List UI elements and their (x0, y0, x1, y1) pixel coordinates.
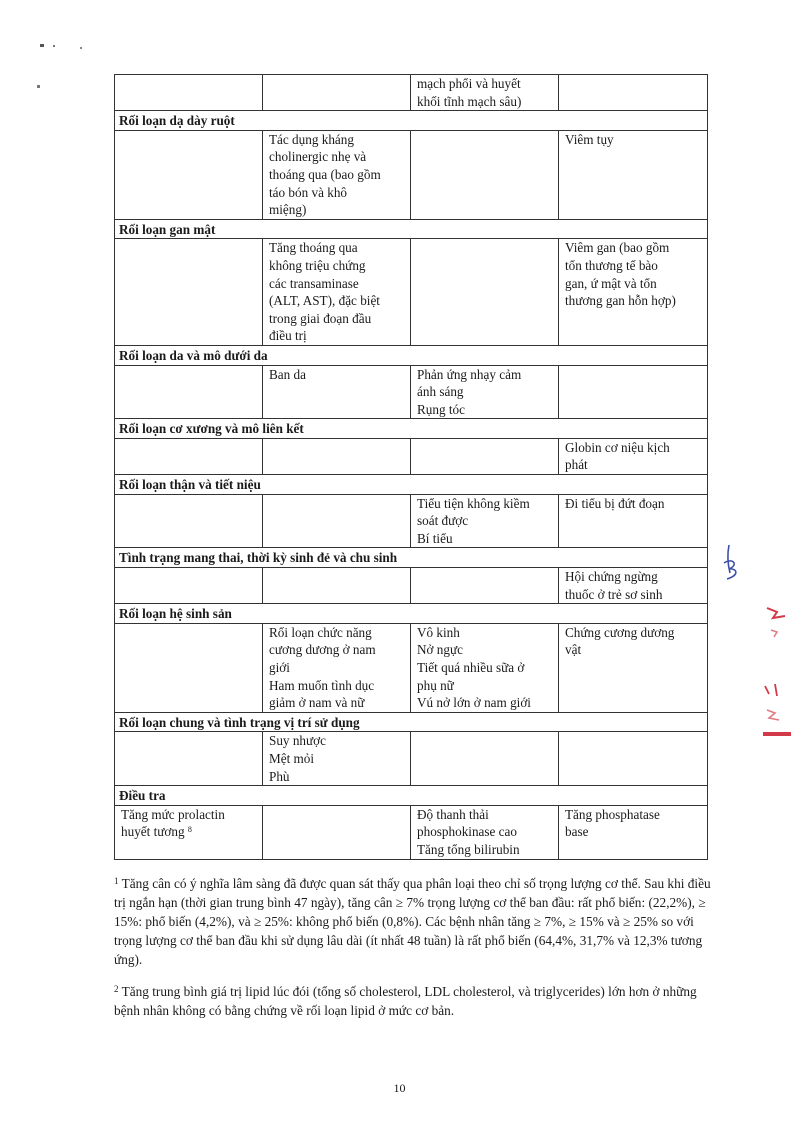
table-cell (115, 623, 263, 712)
cell-text-line: Nở ngực (417, 642, 463, 658)
cell-text-line: Độ thanh thải (417, 806, 489, 822)
table-cell (411, 494, 559, 548)
cell-text-line: Tiểu tiện không kiềm (417, 495, 530, 511)
table-row (115, 623, 708, 712)
table-cell (115, 365, 263, 419)
table-row (115, 365, 708, 419)
table-cell (559, 365, 708, 419)
cell-text-line: Rối loạn chức năng (269, 624, 372, 640)
table-row (115, 239, 708, 346)
section-title: Rối loạn dạ dày ruột (115, 111, 708, 131)
footnote-1-text: Tăng cân có ý nghĩa lâm sàng đã được quan sát thấy qua phân loại theo chỉ số trọng lượng cơ thể. Sau khi điều trị ngắn hạn (thời gian trung bình 47 ngày), tăng cân ≥ 7% trọng lượng cơ thể ban đầu: rất phổ biến: (22,2%), ≥ 15%: phổ biến (4,2%), và ≥ 25%: không phổ biến (0,8%). Các bệnh nhân tăng ≥ 7%, ≥ 15% và ≥ 25% so với trọng lượng cơ thể ban đầu khi sử dụng lâu dài (ít nhất 48 tuần) là rất phổ biến (64,4%, 31,7% và 12,3% tương ứng). (114, 876, 711, 967)
cell-text-line: Phù (269, 768, 290, 784)
cell-text-line: Bí tiểu (417, 530, 453, 546)
page-number: 10 (393, 1081, 406, 1095)
cell-text-line: Chứng cương dương (565, 624, 675, 640)
cell-text-line: tổn thương tế bào (565, 257, 658, 273)
cell-text-line: Vô kinh (417, 624, 460, 640)
table-cell (263, 568, 411, 604)
cell-text-line: Viêm gan (bao gồm (565, 240, 670, 256)
section-title: Rối loạn gan mật (115, 219, 708, 239)
cell-text-line: Tăng thoáng qua (269, 240, 358, 256)
handwritten-initials (715, 543, 745, 585)
cell-text-line: Mệt mỏi (269, 750, 315, 766)
section-title: Tình trạng mang thai, thời kỳ sinh đẻ và chu sinh (115, 548, 708, 568)
cell-text-line: trong giai đoạn đầu (269, 310, 372, 326)
cell-text-line: (ALT, AST), đặc biệt (269, 293, 380, 309)
section-title: Rối loạn chung và tình trạng vị trí sử dụng (115, 712, 708, 732)
cell-text-line: huyết tương (121, 824, 185, 840)
cell-text-line: base (565, 824, 589, 840)
stamp-fragment (755, 600, 799, 750)
cell-text-line: Tiết quá nhiều sữa ở (417, 660, 525, 675)
cell-text-line: Tăng mức prolactin (121, 806, 225, 822)
cell-text-line: Hội chứng ngừng (565, 569, 658, 585)
footnote-2: $^2$ Tăng trung bình giá trị lipid lúc đói (tổng số cholesterol, LDL cholesterol, và triglycerides) lớn hơn ở những bệnh nhân không có bằng chứng về rối loạn lipid ở mức cơ bản. (114, 984, 697, 1018)
table-cell (115, 75, 263, 111)
cell-text-line: ánh sáng (417, 384, 464, 400)
cell-text-line: Ban da (269, 366, 306, 382)
cell-text-line: Rụng tóc (417, 401, 465, 417)
table-cell (263, 623, 411, 712)
section-title: Điều tra (115, 786, 708, 806)
table-cell (411, 732, 559, 786)
cell-text-line: phụ nữ (417, 677, 454, 693)
section-header-row (115, 111, 708, 131)
table-cell (115, 732, 263, 786)
scan-speck (53, 45, 55, 47)
cell-text-line: vật (565, 642, 582, 658)
cell-text-line: thoáng qua (bao gồm (269, 166, 381, 182)
cell-text-line: Ham muốn tình dục (269, 677, 375, 693)
table-cell (559, 568, 708, 604)
section-header-row (115, 219, 708, 239)
cell-text-line: mạch phổi và huyết (417, 76, 521, 91)
scan-speck (37, 85, 40, 88)
cell-text-line: Đi tiểu bị đứt đoạn (565, 495, 665, 511)
footnote-2-text: Tăng trung bình giá trị lipid lúc đói (tổng số cholesterol, LDL cholesterol, và triglycerides) lớn hơn ở những bệnh nhân không có bằng chứng về rối loạn lipid ở mức cơ bản. (114, 984, 697, 1018)
table-cell (115, 438, 263, 474)
cell-text-line: giảm ở nam và nữ (269, 695, 365, 711)
cell-text-line: các transaminase (269, 275, 359, 291)
table-cell (411, 75, 559, 111)
cell-text-line: gan, ứ mật và tổn (565, 275, 657, 291)
adverse-effects-table (114, 74, 708, 860)
cell-text-line: Phản ứng nhạy cảm (417, 366, 522, 382)
table-cell (115, 130, 263, 219)
cell-text-line: Tăng phosphatase (565, 806, 660, 822)
table-cell (559, 239, 708, 346)
section-title: Rối loạn thận và tiết niệu (115, 475, 708, 495)
cell-text-line: Tác dụng kháng (269, 131, 354, 147)
scan-speck (40, 44, 44, 47)
cell-text-line: điều trị (269, 328, 307, 344)
table-cell (411, 623, 559, 712)
cell-text-line: thương gan hỗn hợp) (565, 293, 676, 309)
table-row (115, 75, 708, 111)
table-cell (411, 805, 559, 859)
scan-speck (80, 47, 82, 49)
section-header-row (115, 604, 708, 624)
section-header-row (115, 786, 708, 806)
section-header-row (115, 548, 708, 568)
cell-text-line: táo bón và khô (269, 184, 348, 200)
table-cell (115, 494, 263, 548)
section-header-row (115, 419, 708, 439)
cell-text-line: không triệu chứng (269, 257, 366, 273)
table-cell (263, 494, 411, 548)
table-cell (411, 365, 559, 419)
table-row (115, 732, 708, 786)
table-cell (263, 365, 411, 419)
table-cell (263, 732, 411, 786)
table-cell (559, 623, 708, 712)
table-row (115, 438, 708, 474)
section-title: Rối loạn hệ sinh sản (115, 604, 708, 624)
table-cell (411, 130, 559, 219)
table-cell (559, 494, 708, 548)
table-cell (263, 239, 411, 346)
section-title: Rối loạn cơ xương và mô liên kết (115, 419, 708, 439)
table-row (115, 130, 708, 219)
cell-text-line: Suy nhược (269, 733, 326, 749)
table-cell (411, 568, 559, 604)
cell-text-line: phát (565, 457, 588, 473)
cell-text-line: cholinergic nhẹ và (269, 149, 367, 165)
cell-text-line: giới (269, 660, 290, 675)
cell-text-line: Tăng tổng bilirubin (417, 841, 520, 857)
footnote-ref: 8 (187, 825, 192, 835)
table-cell (411, 239, 559, 346)
table-row (115, 568, 708, 604)
cell-text-line: phosphokinase cao (417, 824, 517, 840)
table-cell (263, 438, 411, 474)
table-cell (559, 438, 708, 474)
cell-text-line: soát được (417, 513, 469, 529)
table-cell (115, 239, 263, 346)
table-cell (559, 732, 708, 786)
cell-text-line: Vú nở lớn ở nam giới (417, 695, 531, 711)
section-title: Rối loạn da và mô dưới da (115, 345, 708, 365)
table-cell (263, 805, 411, 859)
footnote-1: $^1$ Tăng cân có ý nghĩa lâm sàng đã được quan sát thấy qua phân loại theo chỉ số trọng lượng cơ thể. Sau khi điều trị ngắn hạn (thời gian trung bình 47 ngày), tăng cân ≥ 7% trọng lượng cơ thể ban đầu: rất phổ biến: (22,2%), ≥ 15%: phổ biến (4,2%), và ≥ 25%: không phổ biến (0,8%). Các bệnh nhân tăng ≥ 7%, ≥ 15% và ≥ 25% so với trọng lượng cơ thể ban đầu khi sử dụng lâu dài (ít nhất 48 tuần) là rất phổ biến (64,4%, 31,7% và 12,3% tương ứng). (114, 876, 711, 967)
cell-text-line: cương dương ở nam (269, 642, 376, 658)
cell-text-line: thuốc ở trẻ sơ sinh (565, 586, 663, 602)
section-header-row (115, 475, 708, 495)
table-cell (559, 75, 708, 111)
section-header-row (115, 345, 708, 365)
table-row (115, 805, 708, 859)
table-cell (263, 130, 411, 219)
table-row (115, 494, 708, 548)
table-cell (559, 130, 708, 219)
table-cell (263, 75, 411, 111)
table-cell (411, 438, 559, 474)
cell-text-line: miệng) (269, 202, 307, 218)
table-cell (115, 568, 263, 604)
table-cell (559, 805, 708, 859)
cell-text-line: Viêm tụy (565, 131, 614, 147)
cell-text-line: Globin cơ niệu kịch (565, 439, 670, 455)
cell-text-line: khối tĩnh mạch sâu) (417, 93, 522, 109)
section-header-row (115, 712, 708, 732)
table-cell (115, 805, 263, 859)
